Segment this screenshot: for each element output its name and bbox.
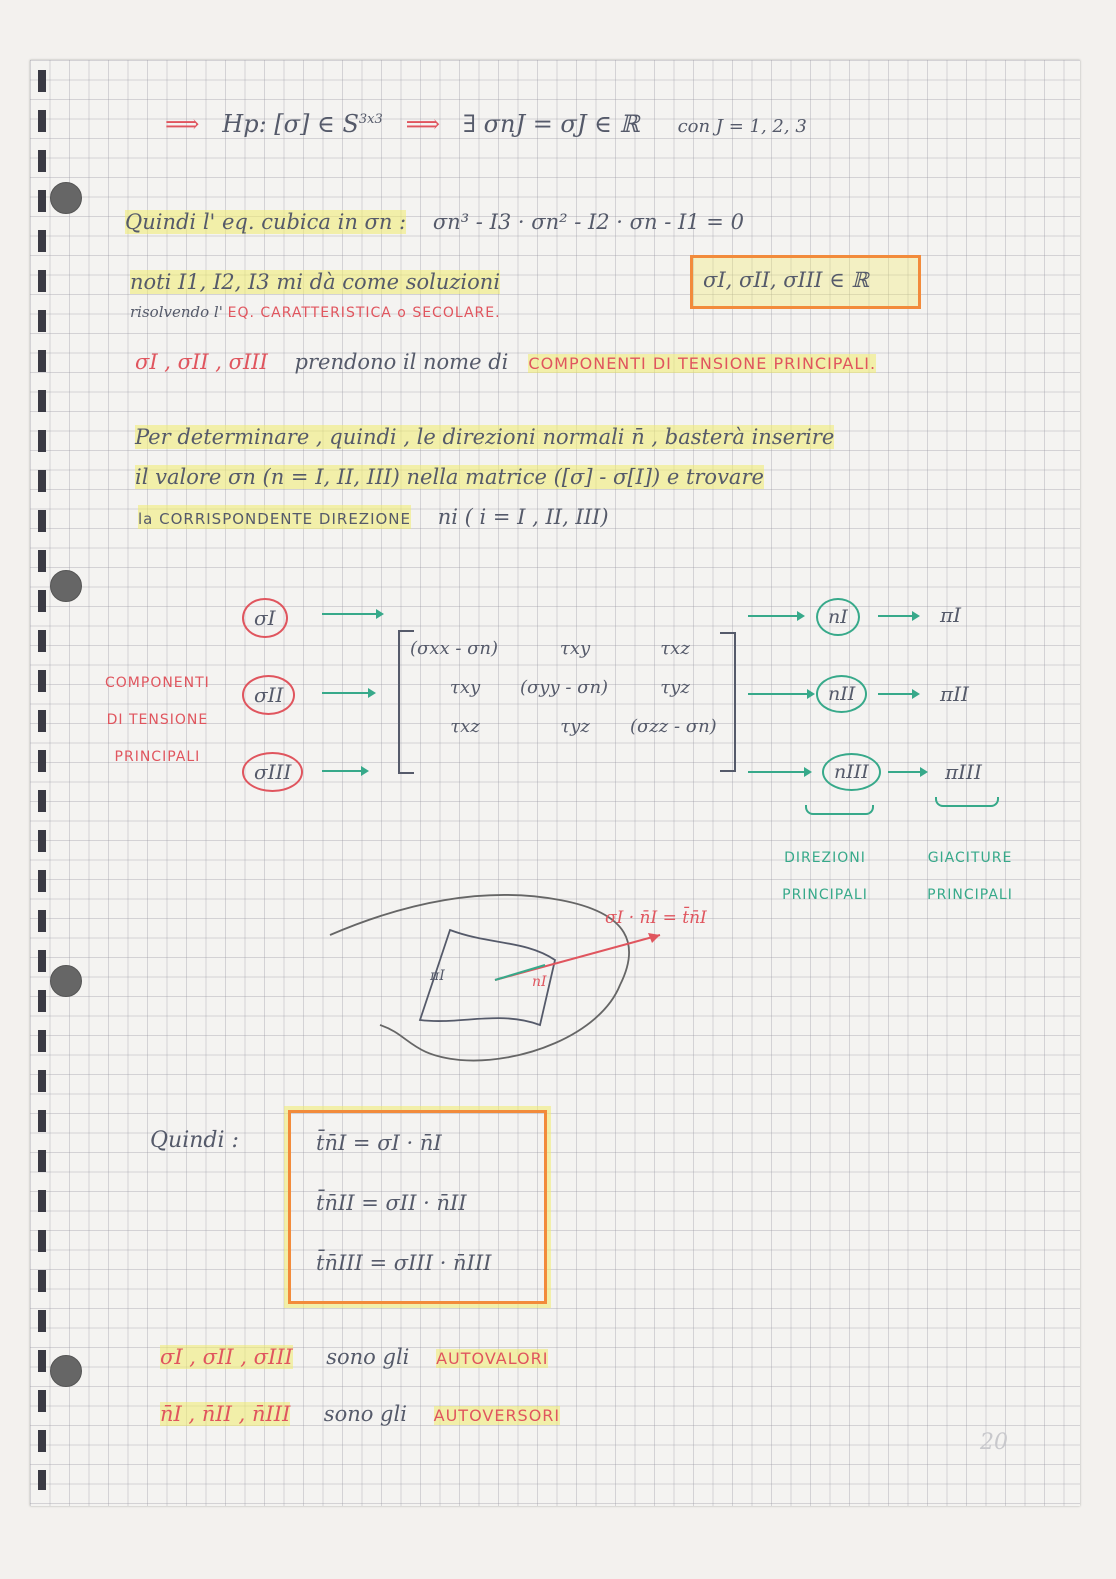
sigma-I-circle: σI bbox=[242, 598, 288, 638]
giacitura-label bbox=[910, 840, 1030, 914]
giacitura-label-1: GIACITURE bbox=[927, 850, 1013, 866]
left-label-line-3: PRINCIPALI bbox=[114, 749, 201, 765]
determine-text-3a: la CORRISPONDENTE DIREZIONE bbox=[138, 510, 412, 528]
normal-I-circle: nI bbox=[816, 598, 860, 636]
arrow-sigma-II bbox=[322, 692, 374, 694]
cubic-equation: σn³ - I3 · σn² - I2 · σn - I1 = 0 bbox=[432, 210, 744, 234]
binding-strip bbox=[38, 70, 46, 1490]
solutions-line bbox=[130, 270, 500, 294]
normal-III-circle: nIII bbox=[822, 753, 881, 791]
hypothesis-superscript: 3x3 bbox=[358, 112, 383, 127]
eigenvalues-label: AUTOVALORI bbox=[436, 1349, 549, 1368]
relation-row: t̄n̄II = σII · n̄II bbox=[316, 1191, 467, 1215]
sigma-II-circle: σII bbox=[242, 675, 295, 715]
eigenvalues-sigmas: σI , σII , σIII bbox=[160, 1345, 293, 1369]
eigenvectors-text: sono gli bbox=[323, 1402, 407, 1426]
arrow-to-piII bbox=[878, 693, 918, 695]
principal-text: prendono il nome di bbox=[294, 350, 509, 374]
principal-line bbox=[135, 350, 876, 374]
matrix-cell: (σyy - σn) bbox=[520, 677, 609, 698]
arrow-to-piIII bbox=[888, 771, 926, 773]
punch-hole bbox=[50, 182, 82, 214]
determine-text-3b: ni ( i = I , II, III) bbox=[437, 505, 609, 529]
matrix-cell: τxy bbox=[449, 677, 481, 698]
determine-text-2: il valore σn (n = I, II, III) nella matrice ([σ] - σ[I]) e trovare bbox=[135, 465, 764, 489]
determine-text-3a-wrap bbox=[138, 505, 411, 529]
hypothesis: Hp: [σ] ∈ S bbox=[222, 110, 359, 138]
matrix-cell: (σzz - σn) bbox=[630, 716, 717, 737]
left-label-line-1: COMPONENTI bbox=[105, 675, 210, 691]
matrix-cell: τxz bbox=[450, 716, 480, 737]
risolvendo-text: risolvendo l' bbox=[130, 303, 223, 321]
arrow-to-nII bbox=[748, 693, 813, 695]
index-range: con J = 1, 2, 3 bbox=[677, 116, 807, 137]
determine-line-2 bbox=[135, 465, 764, 489]
plane-sketch-label: πI bbox=[430, 968, 445, 984]
sigma-III-circle: σIII bbox=[242, 752, 303, 792]
quindi-label: Quindi : bbox=[150, 1128, 239, 1153]
matrix-cell: (σxx - σn) bbox=[410, 638, 499, 659]
cubic-equation-line bbox=[125, 210, 744, 234]
matrix-right-bracket bbox=[720, 632, 736, 772]
risolvendo-line bbox=[130, 303, 501, 321]
plane-II: πII bbox=[940, 682, 969, 706]
vector-label: σI · n̄I = t̄n̄I bbox=[605, 908, 707, 928]
determine-line-3 bbox=[138, 505, 609, 529]
normal-II-circle: nII bbox=[816, 675, 867, 713]
eigenvectors-line bbox=[160, 1402, 560, 1426]
arrow-sigma-III bbox=[322, 770, 367, 772]
punch-hole bbox=[50, 965, 82, 997]
matrix-cell: τxz bbox=[660, 638, 690, 659]
cubic-intro: Quindi l' eq. cubica in σn : bbox=[125, 210, 407, 234]
solutions: σI, σII, σIII ∈ ℝ bbox=[703, 268, 869, 292]
stress-matrix bbox=[410, 638, 720, 737]
normal-sketch-label: nI bbox=[532, 974, 547, 990]
matrix-cell: τyz bbox=[660, 677, 690, 698]
implies-arrow-2: ⟹ bbox=[405, 110, 441, 138]
eigen-relations-box bbox=[288, 1110, 547, 1304]
relation-row: t̄n̄III = σIII · n̄III bbox=[316, 1251, 492, 1275]
principal-sigmas: σI , σII , σIII bbox=[135, 350, 268, 374]
direction-brace bbox=[805, 805, 874, 815]
giacitura-brace bbox=[935, 797, 999, 807]
noti-text: noti I1, I2, I3 mi dà come soluzioni bbox=[130, 270, 501, 294]
implies-arrow: ⟹ bbox=[165, 110, 200, 138]
arrow-to-piI bbox=[878, 615, 918, 617]
eigenvectors-label: AUTOVERSORI bbox=[433, 1406, 561, 1425]
arrow-to-nIII bbox=[748, 771, 810, 773]
hypothesis-line bbox=[165, 110, 807, 138]
giacitura-label-2: PRINCIPALI bbox=[927, 887, 1013, 903]
eigenvalues-line bbox=[160, 1345, 548, 1369]
determine-text-1: Per determinare , quindi , le direzioni normali n̄ , basterà inserire bbox=[135, 425, 835, 449]
notebook-page bbox=[30, 60, 1080, 1506]
direction-label-1: DIREZIONI bbox=[784, 850, 866, 866]
matrix-cell: τyz bbox=[560, 716, 590, 737]
eigenvectors-normals: n̄I , n̄II , n̄III bbox=[160, 1402, 291, 1426]
principal-label: COMPONENTI DI TENSIONE PRINCIPALI. bbox=[528, 354, 877, 373]
determine-line-1 bbox=[135, 425, 834, 449]
page-number: 20 bbox=[980, 1430, 1008, 1455]
matrix-cell: τxy bbox=[559, 638, 591, 659]
direction-label bbox=[770, 840, 880, 914]
arrow-sigma-I bbox=[322, 613, 382, 615]
diagram-left-label bbox=[105, 665, 210, 776]
existence-statement: ∃ σnJ = σJ ∈ ℝ bbox=[462, 110, 640, 138]
direction-label-2: PRINCIPALI bbox=[782, 887, 868, 903]
arrow-to-nI bbox=[748, 615, 803, 617]
relation-row: t̄n̄I = σI · n̄I bbox=[316, 1131, 442, 1155]
eigenvalues-text: sono gli bbox=[326, 1345, 410, 1369]
left-label-line-2: DI TENSIONE bbox=[106, 712, 209, 728]
plane-III: πIII bbox=[945, 760, 982, 784]
plane-I: πI bbox=[940, 603, 962, 627]
punch-hole bbox=[50, 1355, 82, 1387]
secular-equation-label: EQ. CARATTERISTICA o SECOLARE. bbox=[227, 305, 501, 321]
punch-hole bbox=[50, 570, 82, 602]
solutions-box bbox=[690, 255, 921, 309]
